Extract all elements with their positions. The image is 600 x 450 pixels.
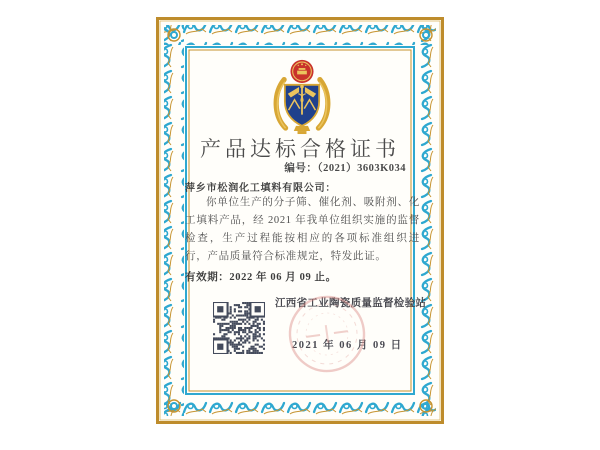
certificate-title: 产品达标合格证书 xyxy=(200,137,400,161)
certificate xyxy=(156,17,444,424)
validity-line: 有效期：2022 年 06 月 09 止。 xyxy=(185,272,337,283)
certificate-body: 你单位生产的分子筛、催化剂、吸附剂、化工填料产品，经 2021 年我单位组织实施的监督检查，生产过程能按相应的各项标准组织进行，产品质量符合标准规定，特发此证。 xyxy=(185,197,420,262)
issuer-name: 江西省工业陶瓷质量监督检验站 xyxy=(275,298,427,309)
recipient-company: 萍乡市松润化工填料有限公司： xyxy=(185,183,337,194)
certificate-content xyxy=(156,17,444,424)
qr-code xyxy=(213,302,265,354)
certificate-number: 编号：（2021）3603K034 xyxy=(284,163,406,174)
industry-commerce-emblem xyxy=(260,55,344,137)
issue-date: 2021 年 06 月 09 日 xyxy=(292,340,403,351)
